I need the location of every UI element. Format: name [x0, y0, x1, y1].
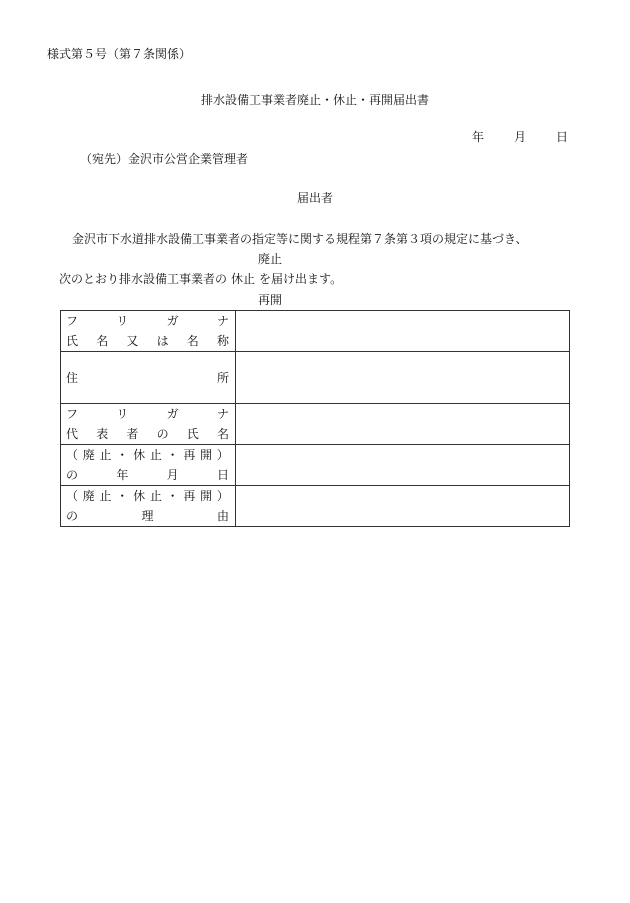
name-label: 氏 名 又 は 名 称	[66, 334, 229, 348]
reason-input-cell[interactable]	[236, 486, 570, 527]
document-title: 排水設備工事業者廃止・休止・再開届出書	[200, 93, 429, 107]
representative-input-cell[interactable]	[236, 404, 570, 445]
date-line	[472, 131, 568, 143]
label-cell-address	[61, 352, 236, 404]
reason-label: の 理 由	[66, 509, 229, 523]
addressee: （宛先）金沢市公営企業管理者	[80, 152, 249, 166]
year-label: 年	[471, 130, 484, 144]
label-cell-date	[61, 445, 236, 486]
form-number: 様式第５号（第７条関係）	[47, 47, 192, 61]
date-input-cell[interactable]	[236, 445, 570, 486]
table-row	[61, 486, 570, 527]
body-line-1: 金沢市下水道排水設備工事業者の指定等に関する規程第７条第３項の規定に基づき、	[72, 232, 528, 246]
table-row	[61, 404, 570, 445]
date-label: の 年 月 日	[66, 468, 229, 482]
representative-name-label: 代 表 者 の 氏 名	[66, 427, 229, 441]
notifier-label: 届出者	[296, 191, 333, 205]
furigana-label: フ リ ガ ナ	[66, 314, 229, 328]
option-suspension: 休止	[231, 272, 256, 286]
status-change-label: （ 廃 止 ・ 休 止 ・ 再 開 ）	[66, 448, 229, 462]
name-input-cell[interactable]	[236, 311, 570, 352]
option-abolition: 廃止	[258, 252, 283, 266]
table-row	[61, 311, 570, 352]
body-line-2-prefix: 次のとおり排水設備工事業者の	[59, 272, 228, 286]
body-line-2	[59, 273, 342, 285]
notification-form-table	[60, 310, 570, 527]
status-change-label: （ 廃 止 ・ 休 止 ・ 再 開 ）	[66, 489, 229, 503]
table-row	[61, 352, 570, 404]
body-line-2-suffix: を届け出ます。	[259, 272, 343, 286]
label-cell-reason	[61, 486, 236, 527]
month-label: 月	[513, 130, 526, 144]
day-label: 日	[555, 130, 568, 144]
label-cell-name	[61, 311, 236, 352]
address-input-cell[interactable]	[236, 352, 570, 404]
table-row	[61, 445, 570, 486]
label-cell-representative	[61, 404, 236, 445]
address-label: 住 所	[66, 370, 229, 385]
furigana-label: フ リ ガ ナ	[66, 407, 229, 421]
option-resumption: 再開	[258, 293, 283, 307]
